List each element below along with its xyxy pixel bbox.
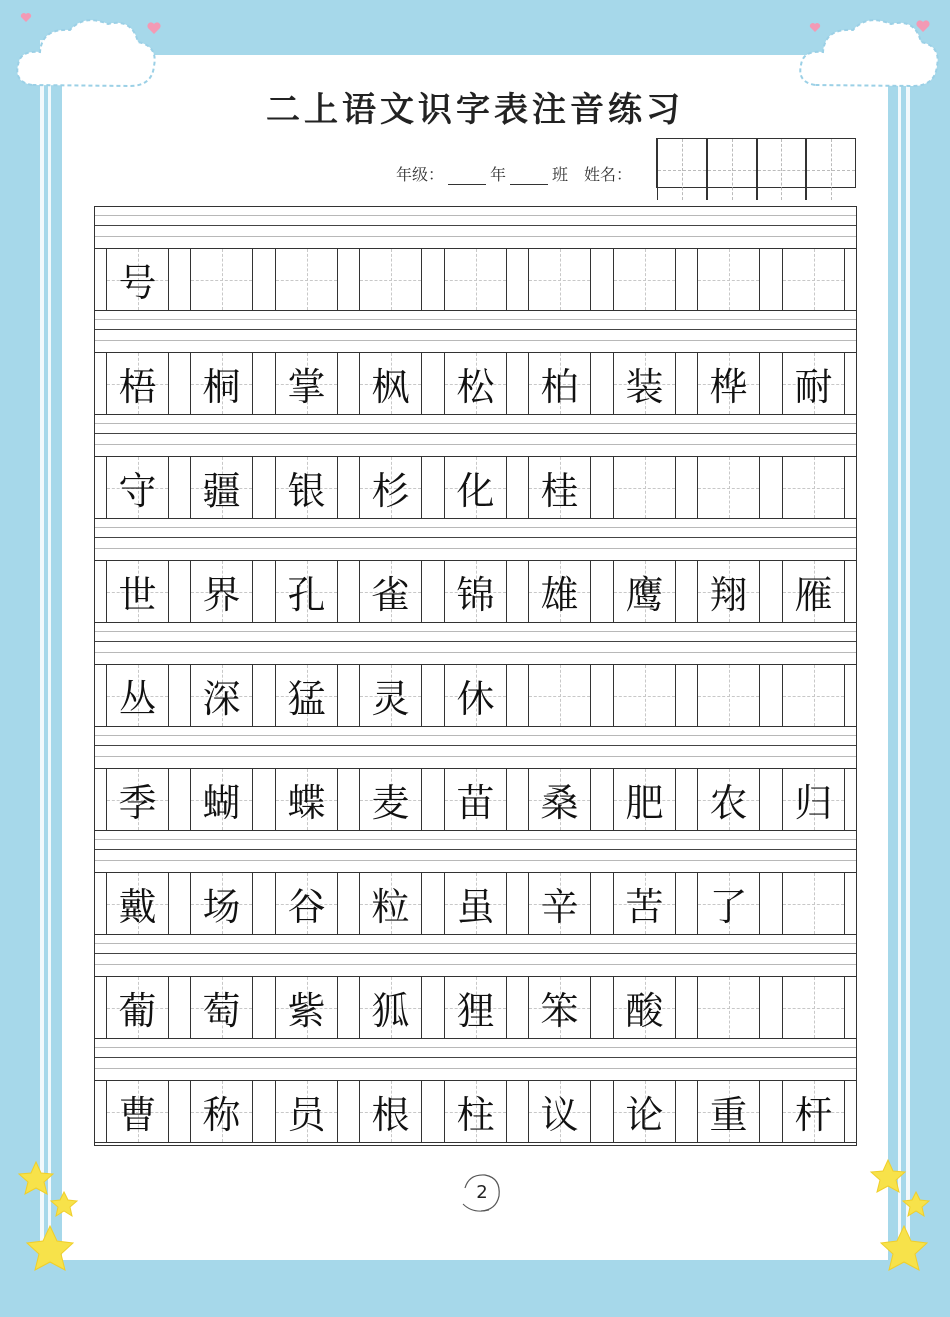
hanzi-character: 虽 (456, 885, 495, 929)
cell-guide-horizontal (698, 488, 759, 489)
cell-guide-horizontal (783, 488, 844, 489)
hanzi-character: 麦 (371, 781, 410, 825)
character-cell[interactable] (528, 249, 591, 310)
cell-guide-horizontal (276, 280, 337, 281)
character-cell[interactable] (275, 457, 338, 518)
hanzi-character: 狐 (371, 989, 410, 1033)
character-cell[interactable] (528, 873, 591, 934)
character-cell[interactable] (528, 353, 591, 414)
pinyin-guide-line (95, 1068, 856, 1069)
pinyin-guide-line (95, 340, 856, 341)
character-cell[interactable] (359, 665, 422, 726)
hanzi-character: 守 (118, 469, 157, 513)
pinyin-lines[interactable] (95, 727, 856, 768)
character-cell[interactable] (613, 561, 676, 622)
pinyin-lines[interactable] (95, 311, 856, 352)
character-cell[interactable] (106, 873, 169, 934)
heart-icon (147, 22, 160, 34)
character-cell[interactable] (528, 457, 591, 518)
hanzi-character: 掌 (287, 365, 326, 409)
character-cell[interactable] (190, 561, 253, 622)
character-cell[interactable] (359, 249, 422, 310)
hanzi-character: 肥 (625, 781, 664, 825)
star-icon (19, 1162, 53, 1194)
star-icon (903, 1192, 929, 1216)
character-cell[interactable] (613, 665, 676, 726)
character-cell[interactable] (190, 353, 253, 414)
character-cell[interactable] (190, 873, 253, 934)
pinyin-guide-line (95, 423, 856, 424)
practice-row (95, 519, 856, 623)
character-cell[interactable] (782, 977, 845, 1038)
character-cell[interactable] (613, 457, 676, 518)
character-cell[interactable] (359, 353, 422, 414)
character-cell[interactable] (444, 249, 507, 310)
character-cell[interactable] (697, 977, 760, 1038)
practice-row (95, 727, 856, 831)
character-cell[interactable] (613, 353, 676, 414)
character-cell[interactable] (359, 561, 422, 622)
practice-row (95, 311, 856, 415)
character-cell[interactable] (613, 249, 676, 310)
hanzi-character: 萄 (202, 989, 241, 1033)
character-cell[interactable] (106, 561, 169, 622)
hanzi-character: 狸 (456, 989, 495, 1033)
character-cell[interactable] (359, 457, 422, 518)
page-number (459, 1170, 505, 1216)
character-cell[interactable] (528, 665, 591, 726)
cell-guide-horizontal (529, 280, 590, 281)
hanzi-character: 了 (709, 885, 748, 929)
year-label: 年 (490, 165, 507, 184)
practice-grid (94, 206, 857, 1146)
character-band (95, 560, 856, 623)
character-cell[interactable] (697, 873, 760, 934)
character-cell[interactable] (444, 665, 507, 726)
hanzi-character: 场 (202, 885, 241, 929)
hanzi-character: 锦 (456, 573, 495, 617)
hanzi-character: 杉 (371, 469, 410, 513)
pinyin-guide-line (95, 329, 856, 330)
character-cell[interactable] (106, 665, 169, 726)
character-cell[interactable] (190, 769, 253, 830)
character-cell[interactable] (528, 1081, 591, 1142)
hanzi-character: 归 (794, 781, 833, 825)
character-cell[interactable] (782, 249, 845, 310)
cell-guide-horizontal (783, 904, 844, 905)
name-cell[interactable] (757, 139, 807, 200)
hanzi-character: 酸 (625, 989, 664, 1033)
pinyin-guide-line (95, 756, 856, 757)
character-cell[interactable] (275, 665, 338, 726)
character-cell[interactable] (782, 561, 845, 622)
star-icon (51, 1192, 77, 1216)
page-title: 二上语文识字表注音练习 (266, 90, 684, 130)
hanzi-character: 重 (709, 1093, 748, 1137)
hanzi-character: 雁 (794, 573, 833, 617)
page-number-text: 2 (476, 1182, 488, 1203)
cell-guide-horizontal (783, 280, 844, 281)
pinyin-guide-line (95, 735, 856, 736)
hanzi-character: 员 (287, 1093, 326, 1137)
character-cell[interactable] (782, 457, 845, 518)
name-label: 姓名： (584, 165, 633, 184)
hanzi-character: 界 (202, 573, 241, 617)
hanzi-character: 苗 (456, 781, 495, 825)
character-cell[interactable] (782, 769, 845, 830)
character-cell[interactable] (106, 1081, 169, 1142)
character-cell[interactable] (275, 873, 338, 934)
character-cell[interactable] (444, 873, 507, 934)
character-cell[interactable] (106, 977, 169, 1038)
hanzi-character: 枫 (371, 365, 410, 409)
character-cell[interactable] (190, 1081, 253, 1142)
pinyin-lines[interactable] (95, 1039, 856, 1080)
character-cell[interactable] (528, 977, 591, 1038)
cell-guide-horizontal (360, 280, 421, 281)
grade-label: 年级： (396, 165, 445, 184)
character-cell[interactable] (782, 873, 845, 934)
hanzi-character: 蝶 (287, 781, 326, 825)
hanzi-character: 孔 (287, 573, 326, 617)
character-cell[interactable] (782, 353, 845, 414)
pinyin-guide-line (95, 1057, 856, 1058)
pinyin-guide-line (95, 631, 856, 632)
character-cell[interactable] (275, 249, 338, 310)
character-cell[interactable] (190, 457, 253, 518)
pinyin-guide-line (95, 225, 856, 226)
pinyin-guide-line (95, 444, 856, 445)
cell-guide-horizontal (445, 280, 506, 281)
pinyin-guide-line (95, 953, 856, 954)
heart-icon (810, 23, 820, 32)
character-cell[interactable] (444, 457, 507, 518)
character-cell[interactable] (444, 769, 507, 830)
pinyin-guide-line (95, 319, 856, 320)
name-cell[interactable] (707, 139, 757, 200)
hanzi-character: 桦 (709, 365, 748, 409)
character-cell[interactable] (275, 769, 338, 830)
character-cell[interactable] (359, 873, 422, 934)
hanzi-character: 鹰 (625, 573, 664, 617)
hanzi-character: 翔 (709, 573, 748, 617)
pinyin-guide-line (95, 849, 856, 850)
character-cell[interactable] (444, 561, 507, 622)
star-icon (871, 1160, 905, 1192)
hanzi-character: 耐 (794, 365, 833, 409)
pinyin-lines[interactable] (95, 623, 856, 664)
cell-guide-horizontal (698, 696, 759, 697)
character-cell[interactable] (697, 665, 760, 726)
hanzi-character: 号 (118, 261, 157, 305)
hanzi-character: 丛 (118, 677, 157, 721)
character-cell[interactable] (190, 249, 253, 310)
name-writing-box[interactable] (656, 138, 856, 188)
hanzi-character: 休 (456, 677, 495, 721)
hanzi-character: 桂 (540, 469, 579, 513)
character-cell[interactable] (106, 353, 169, 414)
hanzi-character: 柏 (540, 365, 579, 409)
pinyin-guide-line (95, 652, 856, 653)
hanzi-character: 化 (456, 469, 495, 513)
practice-row (95, 207, 856, 311)
hanzi-character: 戴 (118, 885, 157, 929)
pinyin-lines[interactable] (95, 831, 856, 872)
border-stripe (40, 40, 44, 1262)
pinyin-guide-line (95, 527, 856, 528)
character-cell[interactable] (275, 353, 338, 414)
hanzi-character: 议 (540, 1093, 579, 1137)
character-band (95, 872, 856, 935)
pinyin-guide-line (95, 236, 856, 237)
character-cell[interactable] (697, 249, 760, 310)
hanzi-character: 粒 (371, 885, 410, 929)
character-band (95, 456, 856, 519)
character-cell[interactable] (697, 1081, 760, 1142)
hanzi-character: 论 (625, 1093, 664, 1137)
hanzi-character: 银 (287, 469, 326, 513)
name-cell[interactable] (806, 139, 855, 200)
pinyin-lines[interactable] (95, 519, 856, 560)
character-cell[interactable] (359, 1081, 422, 1142)
cell-guide-horizontal (614, 280, 675, 281)
border-stripe (906, 40, 910, 1262)
hanzi-character: 辛 (540, 885, 579, 929)
character-cell[interactable] (275, 1081, 338, 1142)
pinyin-lines[interactable] (95, 207, 856, 248)
character-cell[interactable] (697, 561, 760, 622)
pinyin-guide-line (95, 537, 856, 538)
pinyin-lines[interactable] (95, 415, 856, 456)
hanzi-character: 苦 (625, 885, 664, 929)
character-cell[interactable] (190, 665, 253, 726)
hanzi-character: 蝴 (202, 781, 241, 825)
class-label: 班 (552, 165, 569, 184)
practice-row (95, 831, 856, 935)
pinyin-guide-line (95, 964, 856, 965)
pinyin-guide-line (95, 943, 856, 944)
character-cell[interactable] (275, 977, 338, 1038)
character-cell[interactable] (613, 977, 676, 1038)
cell-guide-horizontal (783, 1008, 844, 1009)
hanzi-character: 桐 (202, 365, 241, 409)
pinyin-guide-line (95, 548, 856, 549)
hanzi-character: 深 (202, 677, 241, 721)
heart-icon (916, 20, 929, 32)
cell-guide-horizontal (698, 280, 759, 281)
pinyin-guide-line (95, 641, 856, 642)
character-cell[interactable] (275, 561, 338, 622)
character-band (95, 664, 856, 727)
character-cell[interactable] (697, 769, 760, 830)
pinyin-lines[interactable] (95, 935, 856, 976)
pinyin-guide-line (95, 433, 856, 434)
hanzi-character: 猛 (287, 677, 326, 721)
hanzi-character: 葡 (118, 989, 157, 1033)
hanzi-character: 桑 (540, 781, 579, 825)
character-band (95, 768, 856, 831)
hanzi-character: 根 (371, 1093, 410, 1137)
character-cell[interactable] (613, 769, 676, 830)
hanzi-character: 疆 (202, 469, 241, 513)
hanzi-character: 松 (456, 365, 495, 409)
character-band (95, 352, 856, 415)
cell-guide-horizontal (698, 1008, 759, 1009)
student-info (396, 162, 632, 185)
practice-row (95, 623, 856, 727)
practice-row (95, 1039, 856, 1143)
character-cell[interactable] (697, 457, 760, 518)
character-cell[interactable] (528, 769, 591, 830)
character-band (95, 1080, 856, 1143)
practice-row (95, 415, 856, 519)
hanzi-character: 称 (202, 1093, 241, 1137)
character-cell[interactable] (106, 769, 169, 830)
name-cell[interactable] (657, 139, 707, 200)
character-cell[interactable] (106, 457, 169, 518)
character-cell[interactable] (444, 977, 507, 1038)
hanzi-character: 装 (625, 365, 664, 409)
hanzi-character: 梧 (118, 365, 157, 409)
hanzi-character: 雀 (371, 573, 410, 617)
character-cell[interactable] (359, 977, 422, 1038)
character-cell[interactable] (697, 353, 760, 414)
cell-guide-horizontal (614, 488, 675, 489)
character-cell[interactable] (528, 561, 591, 622)
character-cell[interactable] (782, 1081, 845, 1142)
character-cell[interactable] (359, 769, 422, 830)
hanzi-character: 灵 (371, 677, 410, 721)
character-cell[interactable] (444, 353, 507, 414)
character-cell[interactable] (613, 1081, 676, 1142)
character-cell[interactable] (190, 977, 253, 1038)
hanzi-character: 笨 (540, 989, 579, 1033)
pinyin-guide-line (95, 215, 856, 216)
cell-guide-horizontal (529, 696, 590, 697)
grade-year-blank[interactable] (448, 166, 486, 185)
star-icon (881, 1226, 927, 1270)
character-cell[interactable] (106, 249, 169, 310)
hanzi-character: 季 (118, 781, 157, 825)
star-icon (27, 1226, 73, 1270)
practice-row (95, 935, 856, 1039)
hanzi-character: 紫 (287, 989, 326, 1033)
heart-icon (21, 13, 31, 22)
character-band (95, 976, 856, 1039)
hanzi-character: 雄 (540, 573, 579, 617)
hanzi-character: 杆 (794, 1093, 833, 1137)
border-stripe (48, 40, 51, 1262)
cell-guide-horizontal (191, 280, 252, 281)
pinyin-guide-line (95, 1047, 856, 1048)
star-decoration-left (14, 1160, 104, 1285)
class-blank[interactable] (510, 166, 548, 185)
hanzi-character: 曹 (118, 1093, 157, 1137)
cell-guide-horizontal (783, 696, 844, 697)
pinyin-guide-line (95, 745, 856, 746)
pinyin-guide-line (95, 860, 856, 861)
hanzi-character: 世 (118, 573, 157, 617)
hanzi-character: 农 (709, 781, 748, 825)
hanzi-character: 谷 (287, 885, 326, 929)
border-stripe (898, 40, 901, 1262)
hanzi-character: 柱 (456, 1093, 495, 1137)
cell-guide-horizontal (614, 696, 675, 697)
star-decoration-right (858, 1158, 948, 1283)
character-cell[interactable] (613, 873, 676, 934)
character-cell[interactable] (444, 1081, 507, 1142)
pinyin-guide-line (95, 839, 856, 840)
character-band (95, 248, 856, 311)
character-cell[interactable] (782, 665, 845, 726)
